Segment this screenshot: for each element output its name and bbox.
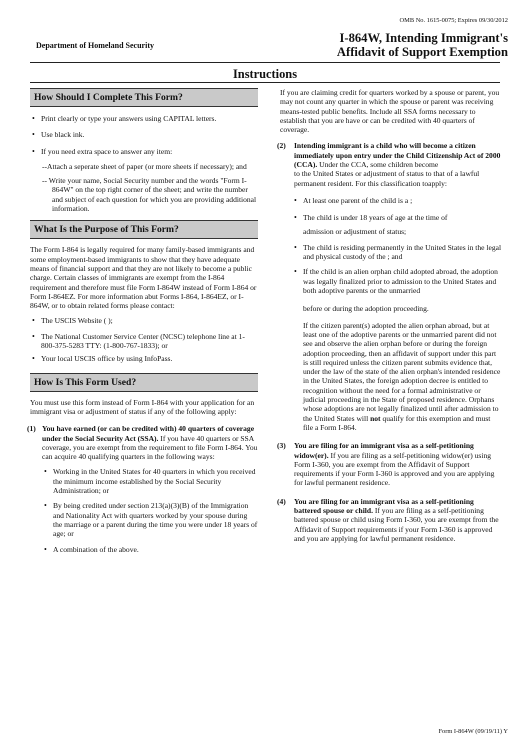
item-text: If you have 40 quarters or SSA coverage, you are exempt from the requirement to file Form I-864. You can acquire 40 qualifying quarters in the following ways: [42,433,258,462]
list-item-text: • The child is under 18 years of age at the time of [303,213,448,223]
usage-paragraph: You must use this form instead of Form I-864 with your application for an immigrant visa or adjustment of status if any of the following apply: [30,397,255,416]
item-text: Under the CCA, some children become [317,160,439,170]
list-item: • If you need extra space to answer any item: [30,147,258,156]
list-item: • Print clearly or type your answers using CAPITAL letters. [30,114,258,123]
omb-number: OMB No. 1615-0075; Expires 09/30/2012 [399,17,508,24]
header-divider [30,62,500,63]
list-item: • Your local USCIS office by using InfoPass. [30,354,258,363]
instructions-heading: Instructions [232,67,298,81]
list-item: • By being credited under section 213(a)(3)(B) of the Immigration and Nationality Act with quarters worked by your spouse during the marriage or a parent during the time you were under 18 years of age; or [42,501,258,538]
list-item: • The USCIS Website ( ); [30,316,258,325]
numbered-item-2 [277,141,502,188]
item-number: (4) [277,496,286,506]
list-item: • The National Customer Service Center (NCSC) telephone line at 1-800-375-5283 TTY: (1-800-767-1833); or [30,332,258,351]
item-bold-text: You are filing for an immigrant visa as a self-petitioning widow(er). [294,441,474,460]
item-text: If you are filing as a self-petitioning widow(er) using Form I-360, you are exempt from the Affidavit of Support requirements if your Form I-360 is approved and you are applying for lawful permanent residence. [294,450,495,488]
instructions-divider [30,82,500,83]
spouse-quarters-paragraph: If you are claiming credit for quarters worked by a spouse or parent, you may not count any quarter in which the spouse or parent was receiving means-tested public benefits. Include all SSA forms necessary to establish that you are have or can be credited with 40 quarters of coverage. [280,88,500,135]
numbered-item-3 [277,441,502,488]
form-title-line2: Affidavit of Support Exemption [336,45,508,59]
paragraph-text: qualify for this exemption and must file a Form I-864. [303,413,491,432]
list-item [292,213,502,236]
numbered-item-1 [27,424,258,462]
section-heading-complete: How Should I Complete This Form? [30,88,258,107]
item-number: (2) [277,141,286,151]
section-heading-purpose: What Is the Purpose of This Form? [30,220,258,239]
purpose-paragraph: The Form I-864 is legally required for many family-based immigrants and some employment-based immigrants to show that they have adequate means of financial support and that they are not likely to become a public charge. Certain classes of immigrants are exempt from the I-864 requirement and therefore must file Form I-864W instead of Form I-864 or Form I-864EZ. For more information abut Forms I-864, I-864EZ, or I-864W, or to obtain related forms please contact: [30,245,257,311]
item-text: If you are filing as a self-petitioning battered spouse or child using Form I-360, you are exempt from the Affidavit of Support requirements if your Form I-360 is approved and you are applying for lawful permanent residence. [294,505,499,543]
sub-item: --Attach a seperate sheet of paper (or more sheets if necessary); and [42,161,247,171]
list-item: • At least one parent of the child is a ; [292,196,502,205]
paragraph-text: If the citizen parent(s) adopted the alien orphan abroad, but at least one of the adoptive parents or the unmarried parent did not see and observe the alien orphan before or during the foreign adoption proceeding, then an affidavit of support under this part is still required unless the citizen parent submits evidence that, under the law of the state of the alien orphan's intended residence in the United States, the foreign adoption decree is entitled to recognition without the need for a formal administrative or judicial proceeding in the State of proposed residence. Orphans whose adoptions are not legally finalized until after admission to the United States will [303,320,501,423]
item-number: (1) [27,424,36,434]
numbered-item-4 [277,496,502,543]
item-number: (3) [277,441,286,451]
emphasis-text: not [370,413,381,423]
list-item: • A combination of the above. [42,545,258,554]
item-bold-text: You are filing for an immigrant visa as a self-petitioning battered spouse or child. [294,496,474,515]
left-column [27,88,258,554]
item-text: to the United States or adjustment of status to that of a lawful permanent resident. For this classification toapply: [294,169,480,188]
item-bold-text: You have earned (or can be credited with) 40 quarters of coverage under the Social Security Act (SSA). [42,424,255,443]
sub-item: -- Write your name, Social Security number and the words "Form I-864W" on the top right corner of the sheet; and write the number and subject of each question for which you are providing additional information. [42,176,257,214]
list-item-text: admission or adjustment of status; [303,226,407,236]
item-bold-text: Intending immigrant is a child who will become a citizen immediately upon entry under the Child Citizenship Act of 2000 (CCA). [294,141,501,170]
form-title-line1: I-864W, Intending Immigrant's [339,31,508,45]
section-heading-usage: How Is This Form Used? [30,373,258,392]
right-column [277,88,502,543]
form-footer: Form I-864W (09/19/11) Y [438,728,508,735]
list-item: • Use black ink. [30,130,258,139]
list-item: • The child is residing permanently in the United States in the legal and physical custody of the ; and [292,243,502,262]
department-name: Department of Homeland Security [36,41,154,50]
list-item: • Working in the United States for 40 quarters in which you received the minimum income established by the Social Security Administration; or [42,467,258,495]
orphan-adoption-paragraph [303,321,502,433]
form-title [337,31,508,59]
item-text: before or during the adoption proceeding. [303,304,429,314]
list-item: • If the child is an alien orphan child adopted abroad, the adoption was legally finalized prior to admission to the United States and both adoptive parents or the unmarried [292,267,502,295]
